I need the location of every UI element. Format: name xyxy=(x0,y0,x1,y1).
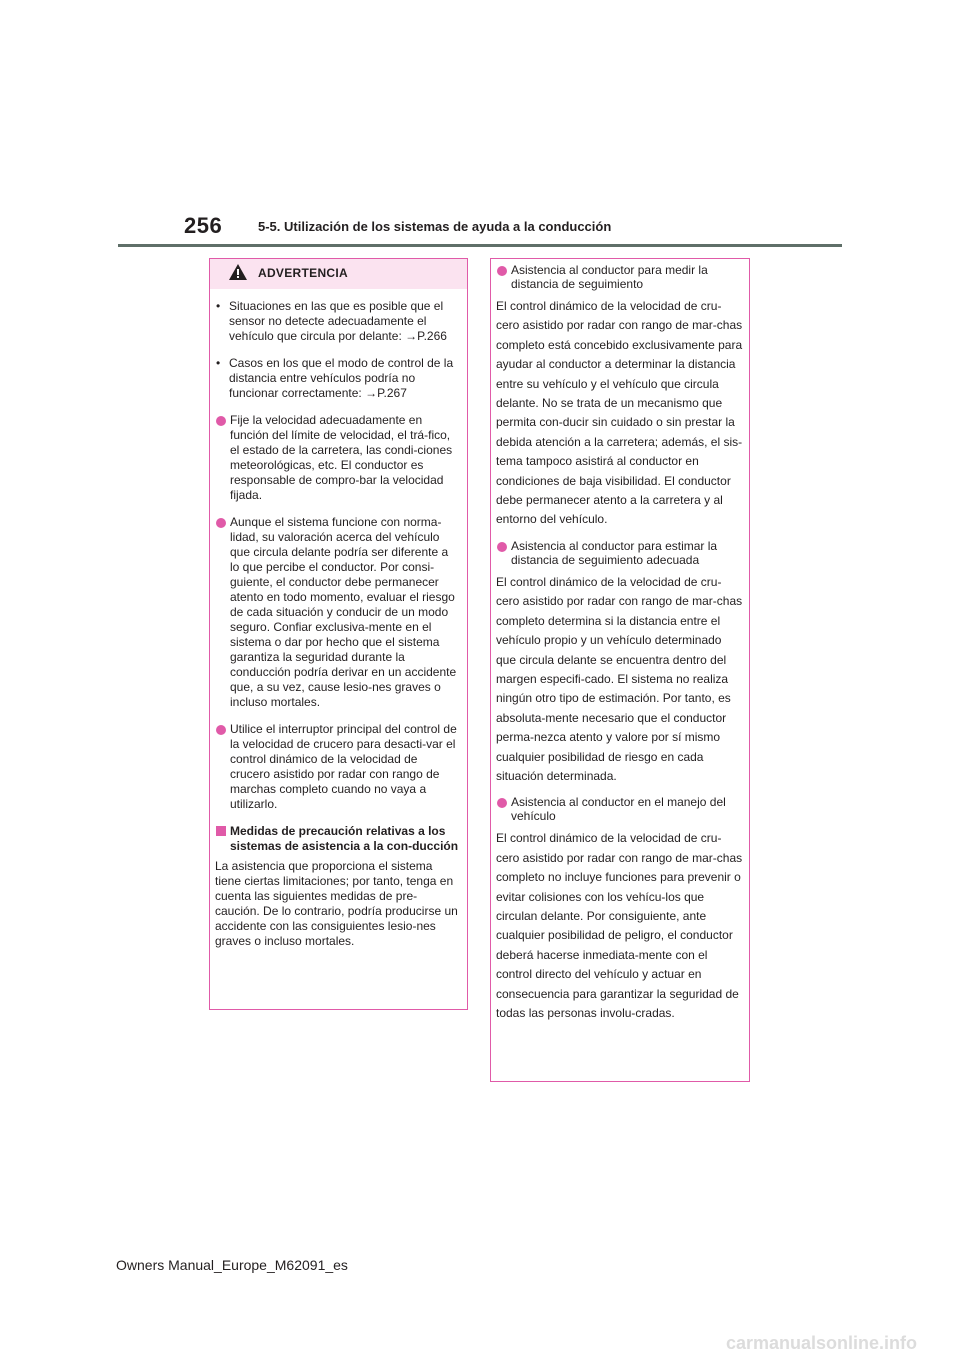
bullet-dot-icon xyxy=(497,798,507,808)
bullet-dot-icon xyxy=(216,416,226,426)
info-bullet xyxy=(496,795,743,823)
info-paragraph: El control dinámico de la velocidad de cru-cero asistido por radar con rango de mar-chas completo no incluye funciones para prevenir o evitar colisiones con los vehícu-los que circulan delante. Por consiguiente, ante cualquier posibilidad de peligro, el conductor deberá hacerse inmediata-mente con el control directo del vehículo y actuar en consecuencia para garantizar la seguridad de todas las personas involu-cradas. xyxy=(496,831,743,1020)
warning-bullet-text: Aunque el sistema funcione con norma-lidad, su valoración acerca del vehículo que circula delante podría ser diferente a lo que percibe el conductor. Por consi-guiente, el conductor debe permanecer atento en todo momento, evaluar el riesgo de cada situación y conducir de un modo seguro. Confiar exclusiva-mente en el sistema o dar por hecho que el sistema garantiza la seguridad durante la conducción podría derivar en un accidente que, a su vez, cause lesio-nes graves o incluso mortales. xyxy=(230,515,457,709)
info-bullet xyxy=(496,263,743,291)
section-title: 5-5. Utilización de los sistemas de ayuda a la conducción xyxy=(258,219,612,234)
bullet-dot-icon xyxy=(216,518,226,528)
warning-bullet xyxy=(215,722,460,812)
svg-text:carmanualsonline.info: carmanualsonline.info xyxy=(726,1333,918,1353)
info-bullet-text: Asistencia al conductor para medir la distancia de seguimiento xyxy=(511,263,708,291)
dash-marker: • xyxy=(216,299,221,313)
info-paragraph: El control dinámico de la velocidad de cru-cero asistido por radar con rango de mar-chas completo está concebido exclusivamente para ayudar al conductor a determinar la distancia entre su vehículo y el vehículo que circula delante. No se trata de un mecanismo que permita con-ducir sin cuidado o sin prestar la debida atención a la carretera; además, el sis-tema tampoco asistirá al conductor en condiciones de baja visibilidad. El conductor debe permanecer atento a la carretera y al entorno del vehículo. xyxy=(496,299,743,527)
warning-bullet xyxy=(215,413,460,503)
precautions-text: La asistencia que proporciona el sistema tiene ciertas limitaciones; por tanto, tenga en cuenta las siguientes medidas de pre-caución. De lo contrario, podría producirse un accidente con las consiguientes lesio-nes graves o incluso mortales. xyxy=(215,859,458,948)
bullet-dot-icon xyxy=(497,266,507,276)
bullet-dot-icon xyxy=(497,542,507,552)
warning-dash-item xyxy=(215,356,460,401)
warning-bullet-text: Utilice el interruptor principal del control de la velocidad de crucero para desacti-var el control dinámico de la velocidad de crucero asistido por radar con rango de marchas completo cuando no vaya a utilizarlo. xyxy=(230,722,457,811)
warning-dash-item xyxy=(215,299,460,344)
info-bullet-text: Asistencia al conductor en el manejo del vehículo xyxy=(511,795,726,824)
precautions-heading xyxy=(215,824,460,854)
bullet-dot-icon xyxy=(216,725,226,735)
info-bullet-text: Asistencia al conductor para estimar la distancia de seguimiento adecuada xyxy=(511,538,718,567)
precautions-heading-text: Medidas de precaución relativas a los sistemas de asistencia a la con-ducción xyxy=(230,824,459,853)
warning-title: ADVERTENCIA xyxy=(258,266,348,280)
footer-doc-id: Owners Manual_Europe_M62091_es xyxy=(116,1257,348,1273)
info-paragraph: El control dinámico de la velocidad de cru-cero asistido por radar con rango de mar-chas completo determina si la distancia entre el vehículo propio y un vehículo determinado que circula delante se encuentra dentro del margen especifi-cado. El sistema no realiza ningún otro tipo de estimación. Por tanto, es absoluta-mente necesario que el conductor perma-nezca atento y valore por sí mismo cualquier posibilidad de riesgo en cada situación determinada. xyxy=(496,574,743,783)
warning-bullet xyxy=(215,515,460,710)
info-box xyxy=(490,258,750,1082)
warning-box xyxy=(209,258,468,1010)
warning-bullet-text: Fije la velocidad adecuadamente en función del límite de velocidad, el trá-fico, el estado de la carretera, las condi-ciones meteorológicas, etc. El conductor es responsable de compro-bar la velocidad fijada. xyxy=(230,413,453,502)
dash-marker: • xyxy=(216,356,221,370)
warning-dash-text: Situaciones en las que es posible que el sensor no detecte adecuadamente el vehículo que circula por delante: →P.266 xyxy=(229,299,447,343)
header-divider xyxy=(118,244,842,247)
info-bullet xyxy=(496,539,743,567)
warning-dash-text: Casos en los que el modo de control de la distancia entre vehículos podría no funcionar correctamente: →P.267 xyxy=(229,356,454,400)
warning-header xyxy=(210,259,467,289)
watermark-logo xyxy=(726,1332,952,1354)
square-bullet-icon xyxy=(216,826,226,836)
warning-triangle-icon xyxy=(229,264,247,280)
page-number: 256 xyxy=(184,213,223,238)
